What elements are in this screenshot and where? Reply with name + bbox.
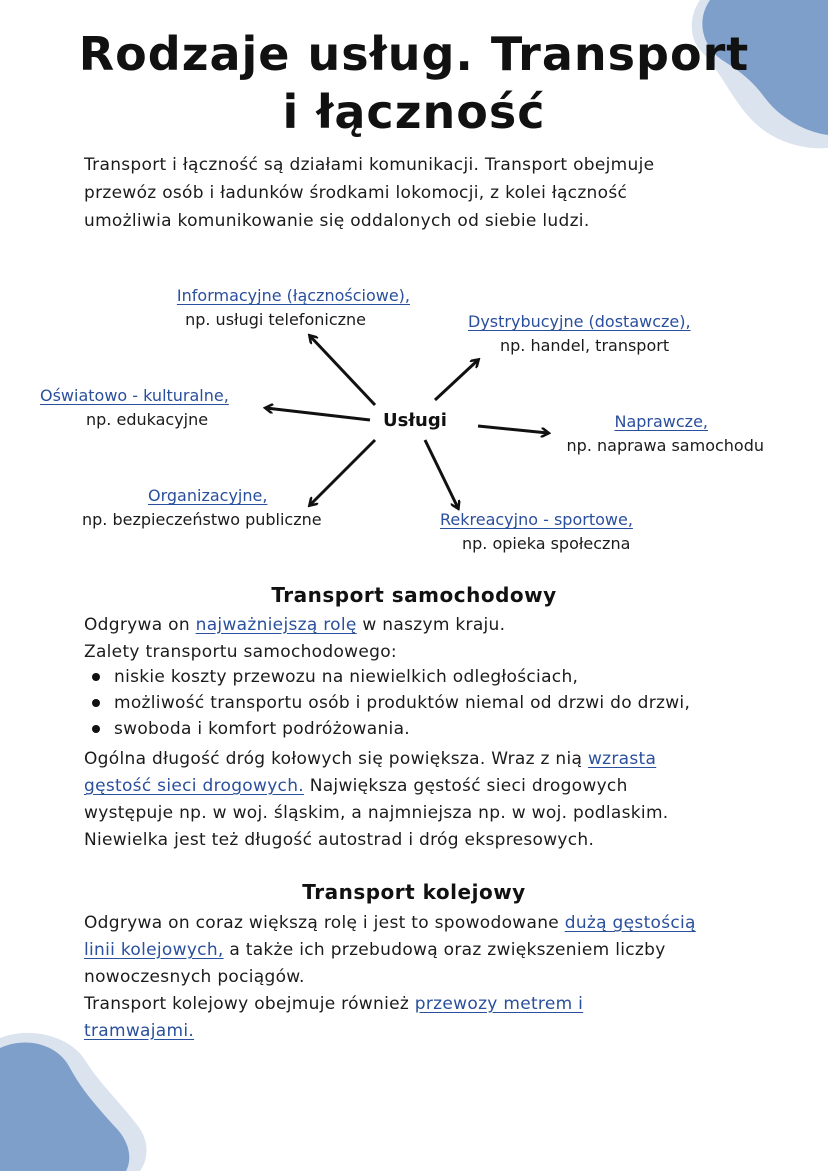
road-p2-l1-link[interactable]: wzrasta	[587, 749, 657, 769]
rail-l1-link[interactable]: dużą gęstością	[564, 913, 696, 933]
rail-l5-link[interactable]: tramwajami.	[84, 1021, 195, 1041]
rail-line-3: nowoczesnych pociągów.	[84, 967, 305, 987]
rail-line-5	[84, 1018, 194, 1044]
node-category: Rekreacyjno - sportowe,	[440, 510, 633, 529]
diagram-center: Usługi	[383, 410, 447, 431]
node-example: np. bezpieczeństwo publiczne	[82, 510, 322, 529]
node-informacyjne	[128, 284, 410, 332]
road-advantages-list	[90, 664, 690, 742]
road-p2-line-3: występuje np. w woj. śląskim, a najmniejsza np. w woj. podlaskim.	[84, 803, 669, 823]
node-naprawcze	[548, 410, 764, 458]
list-item: swoboda i komfort podróżowania.	[90, 716, 690, 742]
rail-l1-pre: Odgrywa on coraz większą rolę i jest to spowodowane	[84, 913, 565, 933]
page-title-line-1: Rodzaje usług. Transport	[78, 27, 750, 81]
rail-l4-link[interactable]: przewozy metrem i	[414, 994, 584, 1014]
list-item: niskie koszty przewozu na niewielkich odległościach,	[90, 664, 690, 690]
road-p2-line-4: Niewielka jest też długość autostrad i dróg ekspresowych.	[84, 830, 595, 850]
intro-line-3: umożliwia komunikowanie się oddalonych od siebie ludzi.	[84, 211, 590, 231]
road-p1-link[interactable]: najważniejszą rolę	[195, 615, 357, 635]
arrow-to-dystrybucyjne	[435, 360, 478, 400]
road-p2-line-2	[84, 773, 628, 799]
list-item: możliwość transportu osób i produktów niemal od drzwi do drzwi,	[90, 690, 690, 716]
rail-l4-pre: Transport kolejowy obejmuje również	[84, 994, 415, 1014]
intro-line-1: Transport i łączność są działami komunikacji. Transport obejmuje	[84, 155, 655, 175]
road-advantages-label: Zalety transportu samochodowego:	[84, 642, 397, 662]
node-oswiatowo	[40, 384, 229, 432]
road-p1-pre: Odgrywa on	[84, 615, 196, 635]
arrow-to-informacyjne	[310, 336, 375, 405]
node-category: Dystrybucyjne (dostawcze),	[468, 312, 691, 331]
rail-l2-post: a także ich przebudową oraz zwiększeniem liczby	[223, 940, 666, 960]
node-example: np. opieka społeczna	[462, 534, 631, 553]
node-example: np. naprawa samochodu	[566, 436, 764, 455]
node-rekreacyjno	[440, 508, 633, 556]
road-p2-l2-link[interactable]: gęstość sieci drogowych.	[84, 776, 304, 796]
road-paragraph-1	[84, 612, 505, 638]
node-example: np. handel, transport	[500, 336, 670, 355]
node-category: Informacyjne (łącznościowe),	[176, 286, 410, 305]
arrow-to-naprawcze	[478, 426, 548, 433]
page-title-line-2: i łączność	[282, 85, 546, 139]
arrow-to-rekreacyjno	[425, 440, 458, 508]
road-p2-line-1	[84, 746, 656, 772]
node-category: Organizacyjne,	[148, 486, 268, 505]
node-organizacyjne	[82, 484, 322, 532]
rail-heading: Transport kolejowy	[302, 880, 526, 904]
intro-line-2: przewóz osób i ładunków środkami lokomocji, z kolei łączność	[84, 183, 628, 203]
rail-line-4	[84, 991, 583, 1017]
node-category: Naprawcze,	[614, 412, 708, 431]
arrow-to-oswiatowo	[266, 408, 370, 420]
node-example: np. edukacyjne	[86, 410, 209, 429]
node-example: np. usługi telefoniczne	[185, 310, 366, 329]
node-category: Oświatowo - kulturalne,	[40, 386, 229, 405]
road-heading: Transport samochodowy	[271, 583, 557, 607]
node-dystrybucyjne	[468, 310, 691, 358]
road-p2-l1-pre: Ogólna długość dróg kołowych się powiększa. Wraz z nią	[84, 749, 588, 769]
rail-line-2	[84, 937, 666, 963]
rail-l2-link[interactable]: linii kolejowych,	[84, 940, 224, 960]
road-p1-post: w naszym kraju.	[356, 615, 506, 635]
road-p2-l2-post: Największa gęstość sieci drogowych	[303, 776, 628, 796]
rail-line-1	[84, 910, 696, 936]
